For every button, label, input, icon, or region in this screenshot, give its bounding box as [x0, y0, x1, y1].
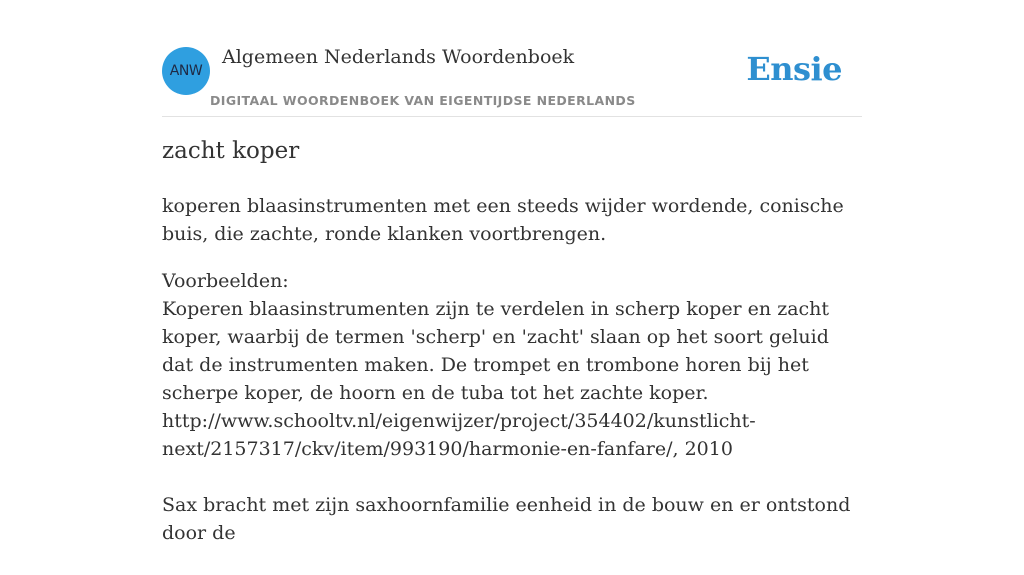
ensie-brand-link[interactable]: Ensie — [746, 50, 842, 88]
example-text: Sax bracht met zijn saxhoornfamilie eenheid in de bouw en er ontstond door de — [162, 494, 851, 544]
example-item — [162, 295, 862, 463]
example-item — [162, 491, 862, 547]
entry-definition: koperen blaasinstrumenten met een steeds wijder wordende, conische buis, die zachte, ronde klanken voortbrengen. — [162, 195, 844, 245]
logo-text: ANW — [169, 63, 203, 79]
site-header — [162, 0, 862, 117]
entry-content — [162, 192, 862, 575]
examples-section — [162, 267, 862, 295]
page — [162, 0, 862, 544]
example-source: http://www.schooltv.nl/eigenwijzer/project/354402/kunstlicht-next/2157317/ckv/item/993190/harmonie-en-fanfare/, 2010 — [162, 410, 756, 460]
examples-heading: Voorbeelden: — [162, 270, 289, 292]
anw-logo[interactable] — [162, 47, 210, 95]
site-subtitle: DIGITAAL WOORDENBOEK VAN EIGENTIJDSE NEDERLANDS — [210, 93, 636, 108]
site-title[interactable]: Algemeen Nederlands Woordenboek — [222, 46, 575, 68]
entry-title: zacht koper — [162, 138, 300, 164]
example-text: Koperen blaasinstrumenten zijn te verdelen in scherp koper en zacht koper, waarbij de termen 'scherp' en 'zacht' slaan op het soort geluid dat de instrumenten maken. De trompet en trombone horen bij het scherpe koper, de hoorn en de tuba tot het zachte koper. — [162, 298, 830, 404]
